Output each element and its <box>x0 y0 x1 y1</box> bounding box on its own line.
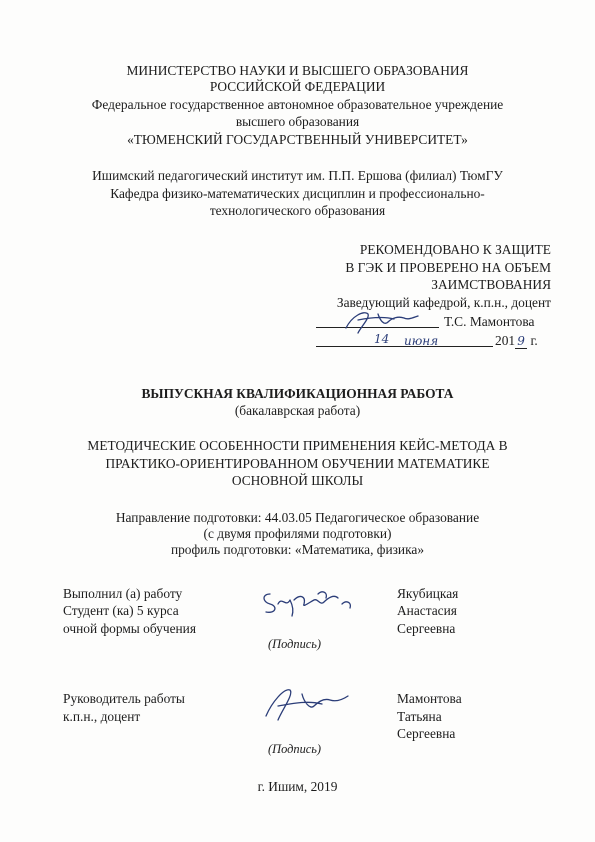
student-signature <box>258 586 358 620</box>
approval-year: 201 9 г. <box>495 333 538 348</box>
approval-line-1: РЕКОМЕНДОВАНО К ЗАЩИТЕ <box>359 242 551 257</box>
university-name: «ТЮМЕНСКИЙ ГОСУДАРСТВЕННЫЙ УНИВЕРСИТЕТ» <box>127 132 468 147</box>
topic-line-1: МЕТОДИЧЕСКИЕ ОСОБЕННОСТИ ПРИМЕНЕНИЯ КЕЙС-МЕТОДА В <box>87 438 508 453</box>
supervisor-role-1: Руководитель работы <box>63 691 185 706</box>
topic-line-2: ПРАКТИКО-ОРИЕНТИРОВАННОМ ОБУЧЕНИИ МАТЕМАТИКЕ <box>105 456 490 471</box>
student-surname: Якубицкая <box>397 586 459 601</box>
student-sign-label: (Подпись) <box>268 637 322 651</box>
approval-line-2: В ГЭК И ПРОВЕРЕНО НА ОБЪЕМ <box>345 260 551 275</box>
student-role-1: Выполнил (а) работу <box>63 586 183 601</box>
head-of-department: Заведующий кафедрой, к.п.н., доцент <box>336 295 551 310</box>
department-line-2: технологического образования <box>209 203 386 218</box>
city-year: г. Ишим, 2019 <box>257 779 338 794</box>
ministry-line-1: МИНИСТЕРСТВО НАУКИ И ВЫСШЕГО ОБРАЗОВАНИЯ <box>126 63 469 78</box>
approval-line-3: ЗАИМСТВОВАНИЯ <box>431 277 551 292</box>
supervisor-signature <box>256 680 356 728</box>
approval-year-digit: 9 <box>515 335 527 349</box>
approval-head-name: Т.С. Мамонтова <box>444 314 535 329</box>
institution-type-line: Федеральное государственное автономное образовательное учреждение <box>91 97 504 112</box>
education-level-line: высшего образования <box>235 114 360 129</box>
approval-date-day: 14 <box>374 332 390 346</box>
institute-name: Ишимский педагогический институт им. П.П. Ершова (филиал) ТюмГУ <box>92 168 503 183</box>
student-patronymic: Сергеевна <box>397 621 456 636</box>
direction-line-2: (с двумя профилями подготовки) <box>203 526 392 541</box>
supervisor-role-2: к.п.н., доцент <box>63 709 141 724</box>
supervisor-surname: Мамонтова <box>397 691 462 706</box>
work-type-title: ВЫПУСКНАЯ КВАЛИФИКАЦИОННАЯ РАБОТА <box>141 386 454 401</box>
supervisor-patronymic: Сергеевна <box>397 726 456 741</box>
approval-date-month: июня <box>404 334 439 348</box>
direction-line-1: Направление подготовки: 44.03.05 Педагогическое образование <box>115 510 480 525</box>
work-subtype: (бакалаврская работа) <box>234 403 361 418</box>
ministry-line-2: РОССИЙСКОЙ ФЕДЕРАЦИИ <box>209 79 386 94</box>
department-line-1: Кафедра физико-математических дисциплин и профессионально- <box>110 186 485 201</box>
supervisor-first-name: Татьяна <box>397 709 442 724</box>
topic-line-3: ОСНОВНОЙ ШКОЛЫ <box>231 473 364 488</box>
student-first-name: Анастасия <box>397 603 457 618</box>
direction-profile: профиль подготовки: «Математика, физика» <box>170 542 425 557</box>
supervisor-sign-label: (Подпись) <box>268 742 322 756</box>
student-role-3: очной формы обучения <box>63 621 197 636</box>
student-role-2: Студент (ка) 5 курса <box>63 603 179 618</box>
